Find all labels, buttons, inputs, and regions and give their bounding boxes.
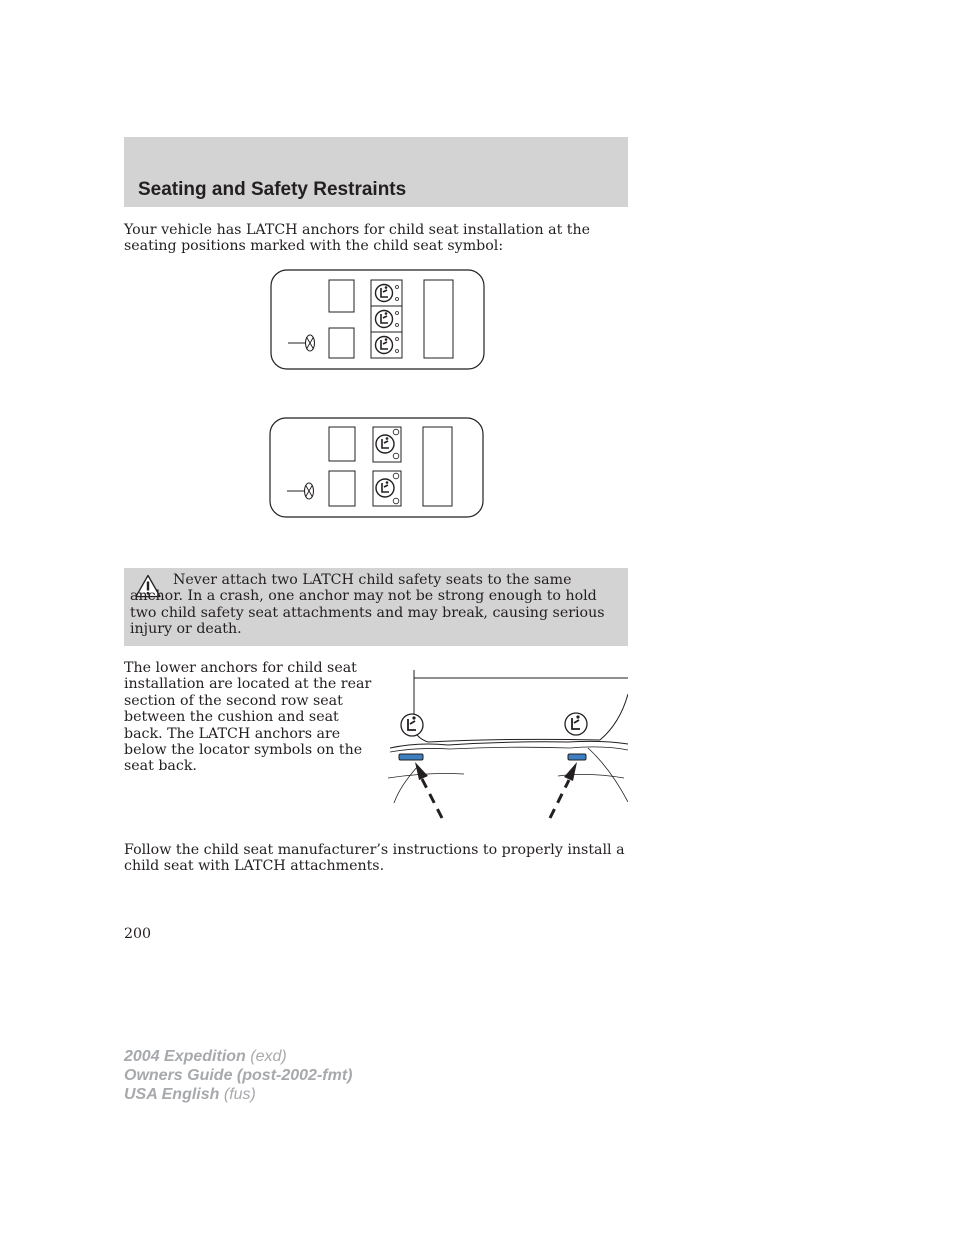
child-seat-locator-icon bbox=[401, 714, 423, 736]
arrow-right-icon bbox=[550, 762, 577, 818]
page-number: 200 bbox=[124, 926, 152, 942]
seat-anchor-illustration bbox=[388, 668, 628, 820]
warning-box bbox=[124, 568, 628, 646]
follow-instructions-paragraph: Follow the child seat manufacturer’s instructions to properly install a child seat with LATCH attachments. bbox=[124, 842, 625, 875]
section-header bbox=[124, 137, 628, 207]
section-title: Seating and Safety Restraints bbox=[138, 179, 407, 200]
latch-anchor-left bbox=[399, 754, 423, 760]
footer-model-code: (exd) bbox=[250, 1048, 287, 1065]
arrow-left-icon bbox=[415, 762, 442, 818]
child-seat-locator-icon bbox=[565, 713, 587, 735]
child-seat-icon bbox=[376, 337, 399, 354]
footer-language-code: (fus) bbox=[223, 1086, 256, 1103]
footer-guide: Owners Guide (post-2002-fmt) bbox=[124, 1067, 353, 1084]
latch-anchor-right bbox=[568, 754, 586, 760]
seating-diagram-two-row bbox=[268, 416, 488, 522]
footer-model: 2004 Expedition bbox=[124, 1048, 246, 1065]
document-footer bbox=[124, 1047, 352, 1104]
intro-paragraph: Your vehicle has LATCH anchors for child seat installation at the seating positions marked with the child seat symbol: bbox=[124, 222, 591, 255]
seating-diagram-three-row bbox=[268, 268, 488, 374]
child-seat-icon bbox=[376, 473, 399, 504]
lower-anchors-paragraph: The lower anchors for child seat installation are located at the rear section of the second row seat between the cushion and seat back. The LATCH anchors are below the locator symbols on the seat back. bbox=[124, 660, 372, 775]
warning-text: Never attach two LATCH child safety seats to the same anchor. In a crash, one anchor may not be strong enough to hold two child safety seat attachments and may break, causing serious injury or death. bbox=[130, 572, 605, 638]
child-seat-icon bbox=[376, 311, 399, 328]
child-seat-icon bbox=[376, 285, 399, 302]
child-seat-icon bbox=[376, 429, 399, 459]
footer-language: USA English bbox=[124, 1086, 220, 1103]
